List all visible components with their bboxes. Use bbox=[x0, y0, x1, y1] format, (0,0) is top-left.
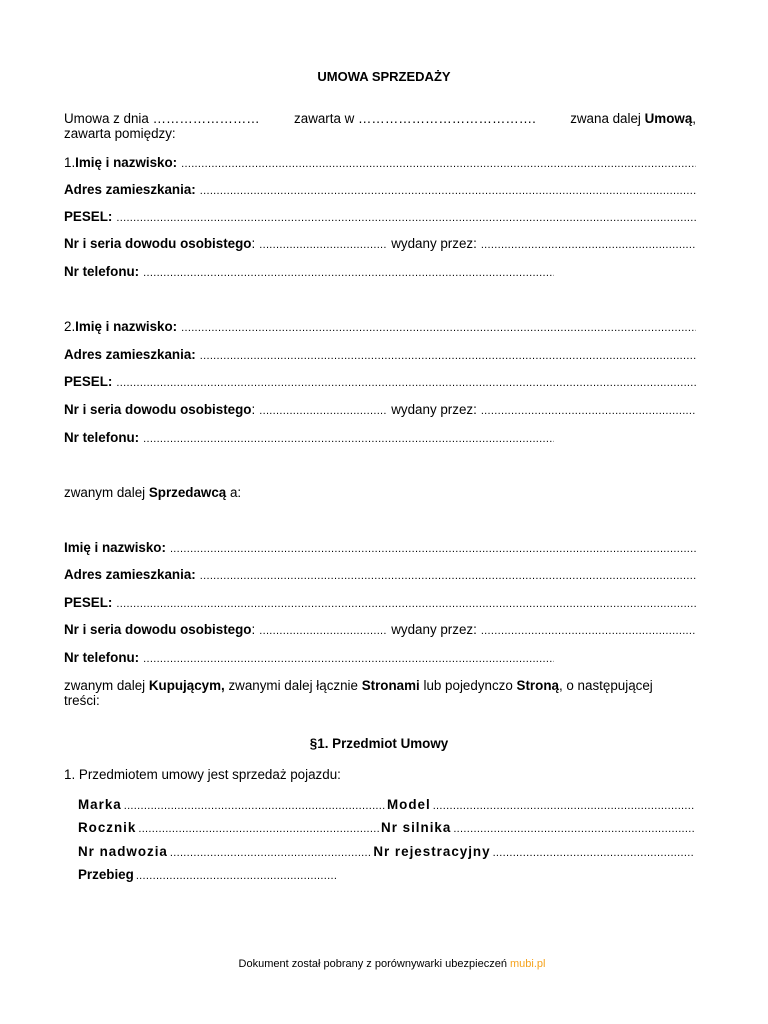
party1-phone-row[interactable] bbox=[64, 264, 554, 280]
vehicle-vin-label: Nr nadwozia bbox=[78, 844, 168, 859]
party2-id-field[interactable] bbox=[259, 405, 387, 417]
vehicle-make-model-row[interactable] bbox=[78, 797, 696, 813]
buyer-name-field[interactable] bbox=[170, 543, 696, 555]
buyer-phone-label: Nr telefonu: bbox=[64, 650, 140, 665]
party1-name-row[interactable] bbox=[64, 155, 696, 171]
vehicle-mileage-field[interactable] bbox=[136, 870, 338, 882]
vehicle-mileage-row[interactable] bbox=[78, 867, 340, 883]
buyer-id-colon: : bbox=[251, 622, 256, 637]
buyer-issued-field[interactable] bbox=[481, 625, 696, 637]
vehicle-model-field[interactable] bbox=[433, 800, 694, 812]
seller-definition bbox=[64, 485, 696, 500]
party2-pesel-row[interactable] bbox=[64, 374, 696, 390]
vehicle-reg-label: Nr rejestracyjny bbox=[373, 844, 491, 859]
buyer-address-row[interactable] bbox=[64, 567, 696, 583]
buyer-issued-label: wydany przez: bbox=[391, 622, 477, 637]
party1-name-field[interactable] bbox=[181, 158, 696, 170]
intro-named-bold: Umową bbox=[644, 111, 693, 126]
party2-id-colon: : bbox=[251, 402, 256, 417]
buyer-pesel-label: PESEL: bbox=[64, 595, 113, 610]
party1-phone-field[interactable] bbox=[143, 267, 554, 279]
party2-pesel-label: PESEL: bbox=[64, 374, 113, 389]
party2-phone-row[interactable] bbox=[64, 430, 554, 446]
party2-name-field[interactable] bbox=[181, 322, 696, 334]
vehicle-make-field[interactable] bbox=[124, 800, 385, 812]
seller-text-c: a: bbox=[226, 485, 242, 500]
intro-named bbox=[570, 111, 696, 126]
buyer-address-label: Adres zamieszkania: bbox=[64, 567, 196, 582]
intro-line-1 bbox=[64, 111, 696, 126]
buyer-definition-line-1 bbox=[64, 678, 696, 693]
buyer-address-field[interactable] bbox=[200, 570, 696, 582]
section1-title: §1. Przedmiot Umowy bbox=[309, 736, 449, 751]
buyer-definition-line-2: treści: bbox=[64, 693, 100, 708]
party2-number: 2. bbox=[64, 319, 76, 334]
buyer-text-a: zwanym dalej bbox=[64, 678, 149, 693]
footer-note bbox=[0, 958, 768, 970]
party1-address-field[interactable] bbox=[200, 185, 696, 197]
intro-place: zawarta w …………………………………. bbox=[294, 111, 536, 126]
party1-issued-label: wydany przez: bbox=[391, 236, 477, 251]
party1-pesel-row[interactable] bbox=[64, 209, 696, 225]
party2-phone-field[interactable] bbox=[143, 433, 554, 445]
party2-id-row[interactable] bbox=[64, 402, 696, 418]
buyer-definition bbox=[64, 678, 696, 708]
intro-paragraph bbox=[64, 111, 696, 141]
buyer-phone-row[interactable] bbox=[64, 650, 554, 666]
section1-item1: 1. Przedmiotem umowy jest sprzedaż pojazdu: bbox=[64, 767, 341, 782]
party1-address-label: Adres zamieszkania: bbox=[64, 182, 196, 197]
buyer-id-field[interactable] bbox=[259, 625, 387, 637]
party2-name-label: Imię i nazwisko: bbox=[75, 319, 178, 334]
party1-pesel-field[interactable] bbox=[116, 212, 696, 224]
vehicle-make-label: Marka bbox=[78, 797, 122, 812]
party1-number: 1. bbox=[64, 155, 76, 170]
vehicle-mileage-label: Przebieg bbox=[78, 867, 134, 882]
buyer-text-g: , o następującej bbox=[558, 678, 653, 693]
buyer-id-label: Nr i seria dowodu osobistego bbox=[64, 622, 252, 637]
buyer-pesel-row[interactable] bbox=[64, 595, 696, 611]
party1-pesel-label: PESEL: bbox=[64, 209, 113, 224]
seller-term: Sprzedawcą bbox=[148, 485, 227, 500]
footer-brand-link[interactable]: mubi.pl bbox=[510, 958, 546, 970]
party2-phone-label: Nr telefonu: bbox=[64, 430, 140, 445]
party1-id-label: Nr i seria dowodu osobistego bbox=[64, 236, 252, 251]
vehicle-engine-label: Nr silnika bbox=[381, 820, 452, 835]
vehicle-year-field[interactable] bbox=[138, 823, 379, 835]
party1-phone-label: Nr telefonu: bbox=[64, 264, 140, 279]
intro-date: Umowa z dnia …………………… bbox=[64, 111, 260, 126]
vehicle-year-engine-row[interactable] bbox=[78, 820, 696, 836]
party1-id-field[interactable] bbox=[259, 239, 387, 251]
buyer-name-label: Imię i nazwisko: bbox=[64, 540, 166, 555]
vehicle-reg-field[interactable] bbox=[493, 847, 694, 859]
buyer-pesel-field[interactable] bbox=[116, 598, 696, 610]
party2-address-label: Adres zamieszkania: bbox=[64, 347, 196, 362]
seller-text-a: zwanym dalej bbox=[64, 485, 149, 500]
intro-named-text: zwana dalej bbox=[570, 111, 645, 126]
party2-address-row[interactable] bbox=[64, 347, 696, 363]
buyer-text-e: lub pojedynczo bbox=[419, 678, 517, 693]
party2-name-row[interactable] bbox=[64, 319, 696, 335]
party2-id-label: Nr i seria dowodu osobistego bbox=[64, 402, 252, 417]
buyer-id-row[interactable] bbox=[64, 622, 696, 638]
vehicle-vin-reg-row[interactable] bbox=[78, 844, 696, 860]
vehicle-year-label: Rocznik bbox=[78, 820, 137, 835]
party2-address-field[interactable] bbox=[200, 350, 696, 362]
footer-text: Dokument został pobrany z porównywarki ubezpieczeń bbox=[238, 958, 510, 970]
vehicle-engine-field[interactable] bbox=[453, 823, 694, 835]
party-term: Stroną bbox=[516, 678, 559, 693]
buyer-phone-field[interactable] bbox=[143, 653, 554, 665]
party1-name-label: Imię i nazwisko: bbox=[75, 155, 178, 170]
party1-issued-field[interactable] bbox=[481, 239, 696, 251]
vehicle-vin-field[interactable] bbox=[170, 847, 371, 859]
party1-address-row[interactable] bbox=[64, 182, 696, 198]
parties-term: Stronami bbox=[361, 678, 420, 693]
buyer-term: Kupującym, bbox=[148, 678, 225, 693]
intro-named-comma: , bbox=[692, 111, 696, 126]
buyer-name-row[interactable] bbox=[64, 540, 696, 556]
buyer-text-c: zwanymi dalej łącznie bbox=[224, 678, 362, 693]
vehicle-model-label: Model bbox=[387, 797, 431, 812]
party2-issued-field[interactable] bbox=[481, 405, 696, 417]
party2-pesel-field[interactable] bbox=[116, 377, 696, 389]
document-title: UMOWA SPRZEDAŻY bbox=[317, 69, 451, 84]
intro-line-2: zawarta pomiędzy: bbox=[64, 126, 176, 141]
party1-id-row[interactable] bbox=[64, 236, 696, 252]
party2-issued-label: wydany przez: bbox=[391, 402, 477, 417]
party1-id-colon: : bbox=[251, 236, 256, 251]
